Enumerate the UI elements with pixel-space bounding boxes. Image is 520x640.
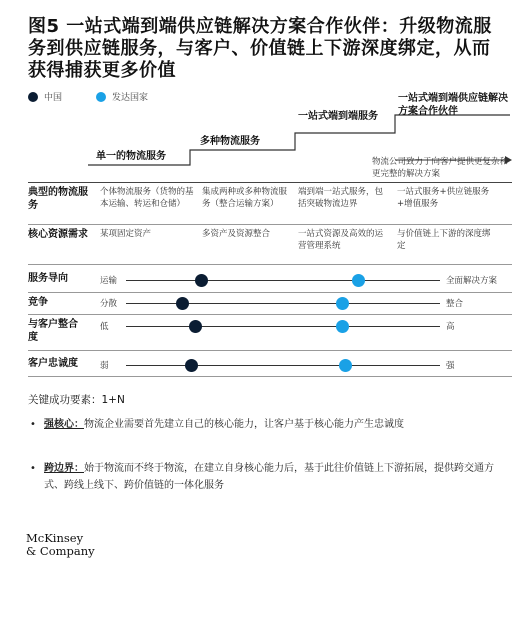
scale-dot-china xyxy=(176,297,189,310)
row-label-core-resources: 核心资源需求 xyxy=(28,229,88,240)
stage-note: 物流公司致力于向客户提供更复杂和更完整的解决方案 xyxy=(372,157,509,179)
bullet-cross-text: 始于物流而不终于物流，在建立自身核心能力后，基于此往价值链上下游拓展，提供跨交通方式、跨线上线下、跨价值链的一体化服务 xyxy=(44,463,494,491)
cell-typical-4: 一站式服务+供应链服务+增值服务 xyxy=(397,187,490,209)
scale-right-label: 整合 xyxy=(446,299,464,309)
stage-4-label: 一站式端到端供应链解决方案合作伙伴 xyxy=(398,93,508,117)
factors-title: 关键成功要素：1+N xyxy=(28,394,125,406)
mckinsey-logo xyxy=(26,532,95,558)
divider xyxy=(28,314,512,315)
divider xyxy=(28,376,512,377)
cell-typical-2: 集成两种或多种物流服务（整合运输方案） xyxy=(202,187,288,209)
legend-label-developed: 发达国家 xyxy=(112,93,149,103)
page-title: 图5 一站式端到端供应链解决方案合作伙伴：升级物流服务到供应链服务，与客户、价值链上下游深度绑定，从而获得捕获更多价值 xyxy=(28,16,492,81)
bullet-core-text: 物流企业需要首先建立自己的核心能力，让客户基于核心能力产生忠诚度 xyxy=(84,419,404,430)
scale-label-competition: 竞争 xyxy=(28,297,48,308)
cell-resources-2: 多资产及资源整合 xyxy=(202,229,271,239)
divider xyxy=(28,264,512,265)
divider xyxy=(28,224,512,225)
bullet-core-title: 强核心： xyxy=(44,419,84,430)
bullet-cross-boundary xyxy=(44,460,506,494)
divider xyxy=(28,292,512,293)
scale-left-label: 运输 xyxy=(100,276,118,286)
bullet-dot: • xyxy=(30,419,36,430)
cell-typical-3: 端到端一站式服务，包括突破物流边界 xyxy=(298,187,384,209)
divider xyxy=(28,182,512,183)
scale-label-customer-loyalty: 客户忠诚度 xyxy=(28,358,78,369)
bullet-dot: • xyxy=(30,463,36,474)
logo-line-2: & Company xyxy=(26,544,95,558)
scale-left-label: 弱 xyxy=(100,361,109,371)
stage-1-label: 单一的物流服务 xyxy=(96,151,166,162)
scale-right-label: 强 xyxy=(446,361,455,371)
scale-dot-developed xyxy=(352,274,365,287)
scale-dot-china xyxy=(189,320,202,333)
scale-line xyxy=(126,365,440,366)
legend-label-china: 中国 xyxy=(44,93,63,103)
cell-resources-4: 与价值链上下游的深度绑定 xyxy=(397,229,491,251)
cell-typical-1: 个体物流服务（货物的基本运输、转运和仓储） xyxy=(100,187,194,209)
scale-left-label: 分散 xyxy=(100,299,118,309)
logo-line-1: McKinsey xyxy=(26,531,84,545)
row-label-typical-service: 典型的物流服务 xyxy=(28,187,88,211)
scale-line xyxy=(126,280,440,281)
cell-resources-3: 一站式资源及高效的运营管理系统 xyxy=(298,229,384,251)
scale-line xyxy=(126,303,440,304)
scale-label-customer-integration: 与客户整合度 xyxy=(28,319,78,343)
bullet-cross-title: 跨边界： xyxy=(44,463,84,474)
bullet-core xyxy=(44,416,506,433)
scale-right-label: 高 xyxy=(446,322,455,332)
scale-line xyxy=(126,326,440,327)
scale-label-service-orientation: 服务导向 xyxy=(28,273,68,284)
scale-left-label: 低 xyxy=(100,322,109,332)
stage-2-label: 多种物流服务 xyxy=(200,136,260,147)
divider xyxy=(28,350,512,351)
scale-right-label: 全面解决方案 xyxy=(446,276,498,286)
stage-3-label: 一站式端到端服务 xyxy=(298,111,378,122)
scale-dot-china xyxy=(195,274,208,287)
cell-resources-1: 某项固定资产 xyxy=(100,229,152,239)
